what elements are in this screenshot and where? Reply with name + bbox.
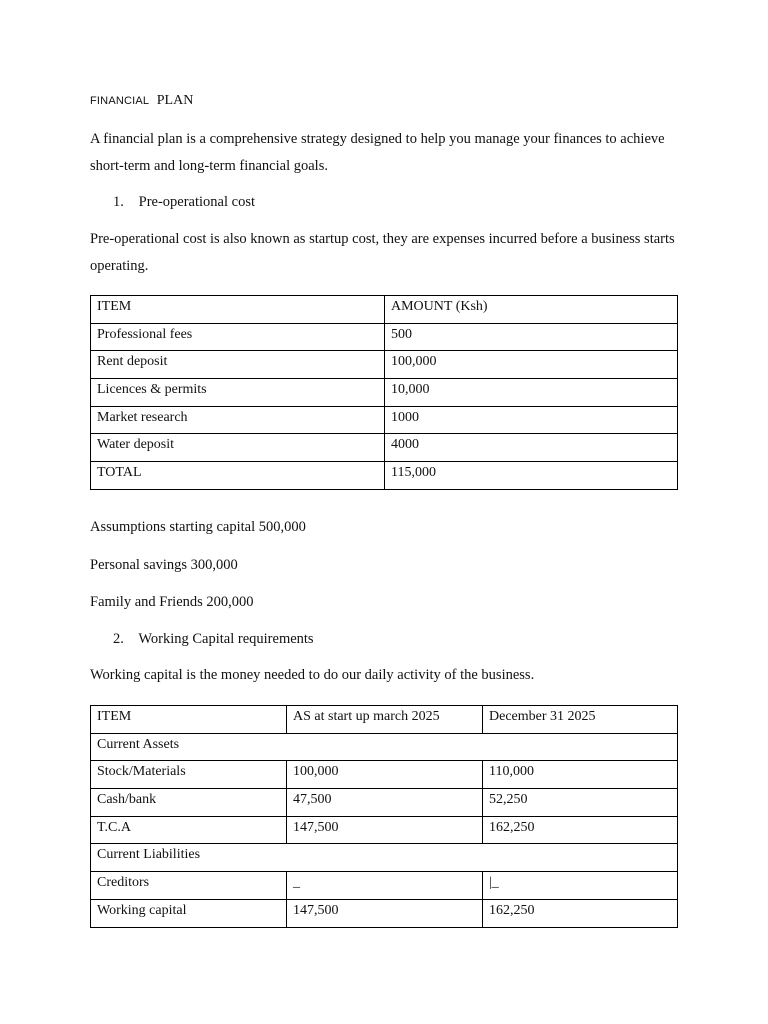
assumption-family: Family and Friends 200,000 xyxy=(90,594,254,610)
table-row xyxy=(91,761,678,789)
intro-paragraph: A financial plan is a comprehensive strategy designed to help you manage your finances to achieve short-term and long-term financial goals. xyxy=(90,131,665,174)
table-cell: 147,500 xyxy=(287,816,483,844)
table-cell: 4000 xyxy=(385,434,678,462)
table-cell: 1000 xyxy=(385,406,678,434)
table-cell: Creditors xyxy=(91,872,287,900)
table-row xyxy=(91,872,678,900)
table-cell: 110,000 xyxy=(483,761,678,789)
table-cell: Water deposit xyxy=(91,434,385,462)
assumption-savings: Personal savings 300,000 xyxy=(90,557,238,573)
table-row xyxy=(91,351,678,379)
table-row xyxy=(91,789,678,817)
working-capital-table xyxy=(90,705,678,928)
table-header-cell: December 31 2025 xyxy=(483,706,678,734)
table-total-row xyxy=(91,462,678,490)
table-cell: 47,500 xyxy=(287,789,483,817)
table-header-cell: AMOUNT (Ksh) xyxy=(385,296,678,324)
table-cell: 500 xyxy=(385,323,678,351)
table-cell: Stock/Materials xyxy=(91,761,287,789)
table-cell: 52,250 xyxy=(483,789,678,817)
table-cell: Licences & permits xyxy=(91,379,385,407)
table-cell: _ xyxy=(287,872,483,900)
table-cell: Working capital xyxy=(91,899,287,927)
assumption-capital: Assumptions starting capital 500,000 xyxy=(90,519,306,535)
current-assets-label: Current Assets xyxy=(91,733,678,761)
table-cell: 162,250 xyxy=(483,899,678,927)
section-2-description: Working capital is the money needed to do our daily activity of the business. xyxy=(90,667,535,683)
section-2-title: Working Capital requirements xyxy=(138,631,314,647)
section-2-heading xyxy=(113,631,314,648)
title-big-part: PLAN xyxy=(156,93,194,108)
table-row xyxy=(91,899,678,927)
table-cell: 115,000 xyxy=(385,462,678,490)
section-1-number: 1. xyxy=(113,194,124,210)
table-cell: T.C.A xyxy=(91,816,287,844)
table-header-row xyxy=(91,296,678,324)
table-header-cell: AS at start up march 2025 xyxy=(287,706,483,734)
section-1-title: Pre-operational cost xyxy=(138,194,255,210)
table-row xyxy=(91,323,678,351)
table-cell: 100,000 xyxy=(385,351,678,379)
pre-operational-cost-table xyxy=(90,295,678,490)
section-2-number: 2. xyxy=(113,631,124,647)
section-1-heading xyxy=(113,194,255,211)
table-row xyxy=(91,816,678,844)
table-cell: TOTAL xyxy=(91,462,385,490)
table-cell: Rent deposit xyxy=(91,351,385,379)
table-cell: 100,000 xyxy=(287,761,483,789)
table-row xyxy=(91,434,678,462)
table-cell: Professional fees xyxy=(91,323,385,351)
table-header-cell: ITEM xyxy=(91,706,287,734)
table-cell: 10,000 xyxy=(385,379,678,407)
table-cell: Cash/bank xyxy=(91,789,287,817)
table-header-row xyxy=(91,706,678,734)
section-1-description: Pre-operational cost is also known as startup cost, they are expenses incurred before a business starts operating. xyxy=(90,231,675,274)
table-cell: 147,500 xyxy=(287,899,483,927)
table-cell: Market research xyxy=(91,406,385,434)
current-liabilities-label: Current Liabilities xyxy=(91,844,678,872)
page-title xyxy=(90,93,193,109)
table-row xyxy=(91,379,678,407)
table-section-row xyxy=(91,844,678,872)
title-small-part: FINANCIAL xyxy=(90,95,150,107)
table-section-row xyxy=(91,733,678,761)
table-row xyxy=(91,406,678,434)
table-header-cell: ITEM xyxy=(91,296,385,324)
table-cell: 162,250 xyxy=(483,816,678,844)
table-cell: |_ xyxy=(483,872,678,900)
